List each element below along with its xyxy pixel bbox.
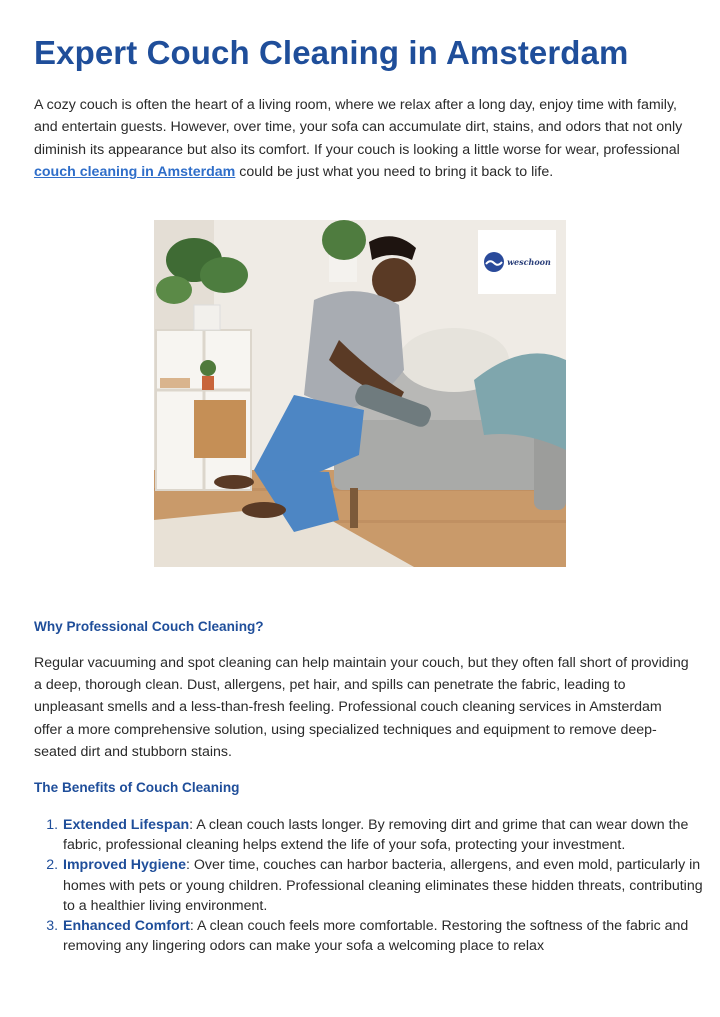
wave-logo-icon bbox=[483, 251, 505, 273]
page-title: Expert Couch Cleaning in Amsterdam bbox=[34, 34, 629, 71]
benefit-text: : A clean couch lasts longer. By removing dirt and grime that can wear down the fabric, professional cleaning helps extend the life of your sofa, protecting your investment. bbox=[63, 817, 689, 854]
why-paragraph: Regular vacuuming and spot cleaning can help maintain your couch, but they often fall short of providing a deep, thorough clean. Dust, allergens, pet hair, and spills can penetrate the fabric, leading to unpleasant smells and a less-than-fresh feeling. Professional couch cleaning services in Amsterdam offer a more comprehensive solution, using specialized techniques and equipment to remove deep-seated dirt and stubborn stains. bbox=[34, 655, 689, 760]
section-heading-benefits: The Benefits of Couch Cleaning bbox=[34, 780, 240, 795]
brand-logo bbox=[478, 230, 556, 294]
benefit-term: Extended Lifespan bbox=[63, 817, 190, 833]
list-item bbox=[62, 815, 714, 855]
logo-text: weschoon bbox=[507, 257, 551, 267]
benefit-text: : Over time, couches can harbor bacteria, allergens, and even mold, particularly in homes with pets or young children. Professional cleaning eliminates these hidden threats, contributing to a healthier living environment. bbox=[63, 857, 703, 914]
benefit-text: : A clean couch feels more comfortable. Restoring the softness of the fabric and removing any lingering odors can make your sofa a welcoming place to relax bbox=[63, 918, 689, 955]
couch-cleaning-link[interactable]: couch cleaning in Amsterdam bbox=[34, 164, 236, 181]
list-item bbox=[62, 916, 714, 956]
benefit-term: Enhanced Comfort bbox=[63, 918, 190, 935]
intro-text-start: A cozy couch is often the heart of a living room, where we relax after a long day, enjoy time with family, and entertain guests. However, over time, your sofa can accumulate dirt, stains, and odors that not only diminish its appearance but also its comfort. If your couch is looking a little worse for wear, professional bbox=[34, 97, 683, 158]
intro-text-end: could be just what you need to bring it back to life. bbox=[235, 164, 554, 181]
section-heading-why: Why Professional Couch Cleaning? bbox=[34, 619, 264, 634]
intro-paragraph bbox=[34, 94, 686, 184]
benefit-term: Improved Hygiene bbox=[63, 857, 186, 874]
benefits-list bbox=[34, 815, 714, 956]
list-item bbox=[62, 855, 714, 916]
hero-photo bbox=[154, 220, 566, 567]
